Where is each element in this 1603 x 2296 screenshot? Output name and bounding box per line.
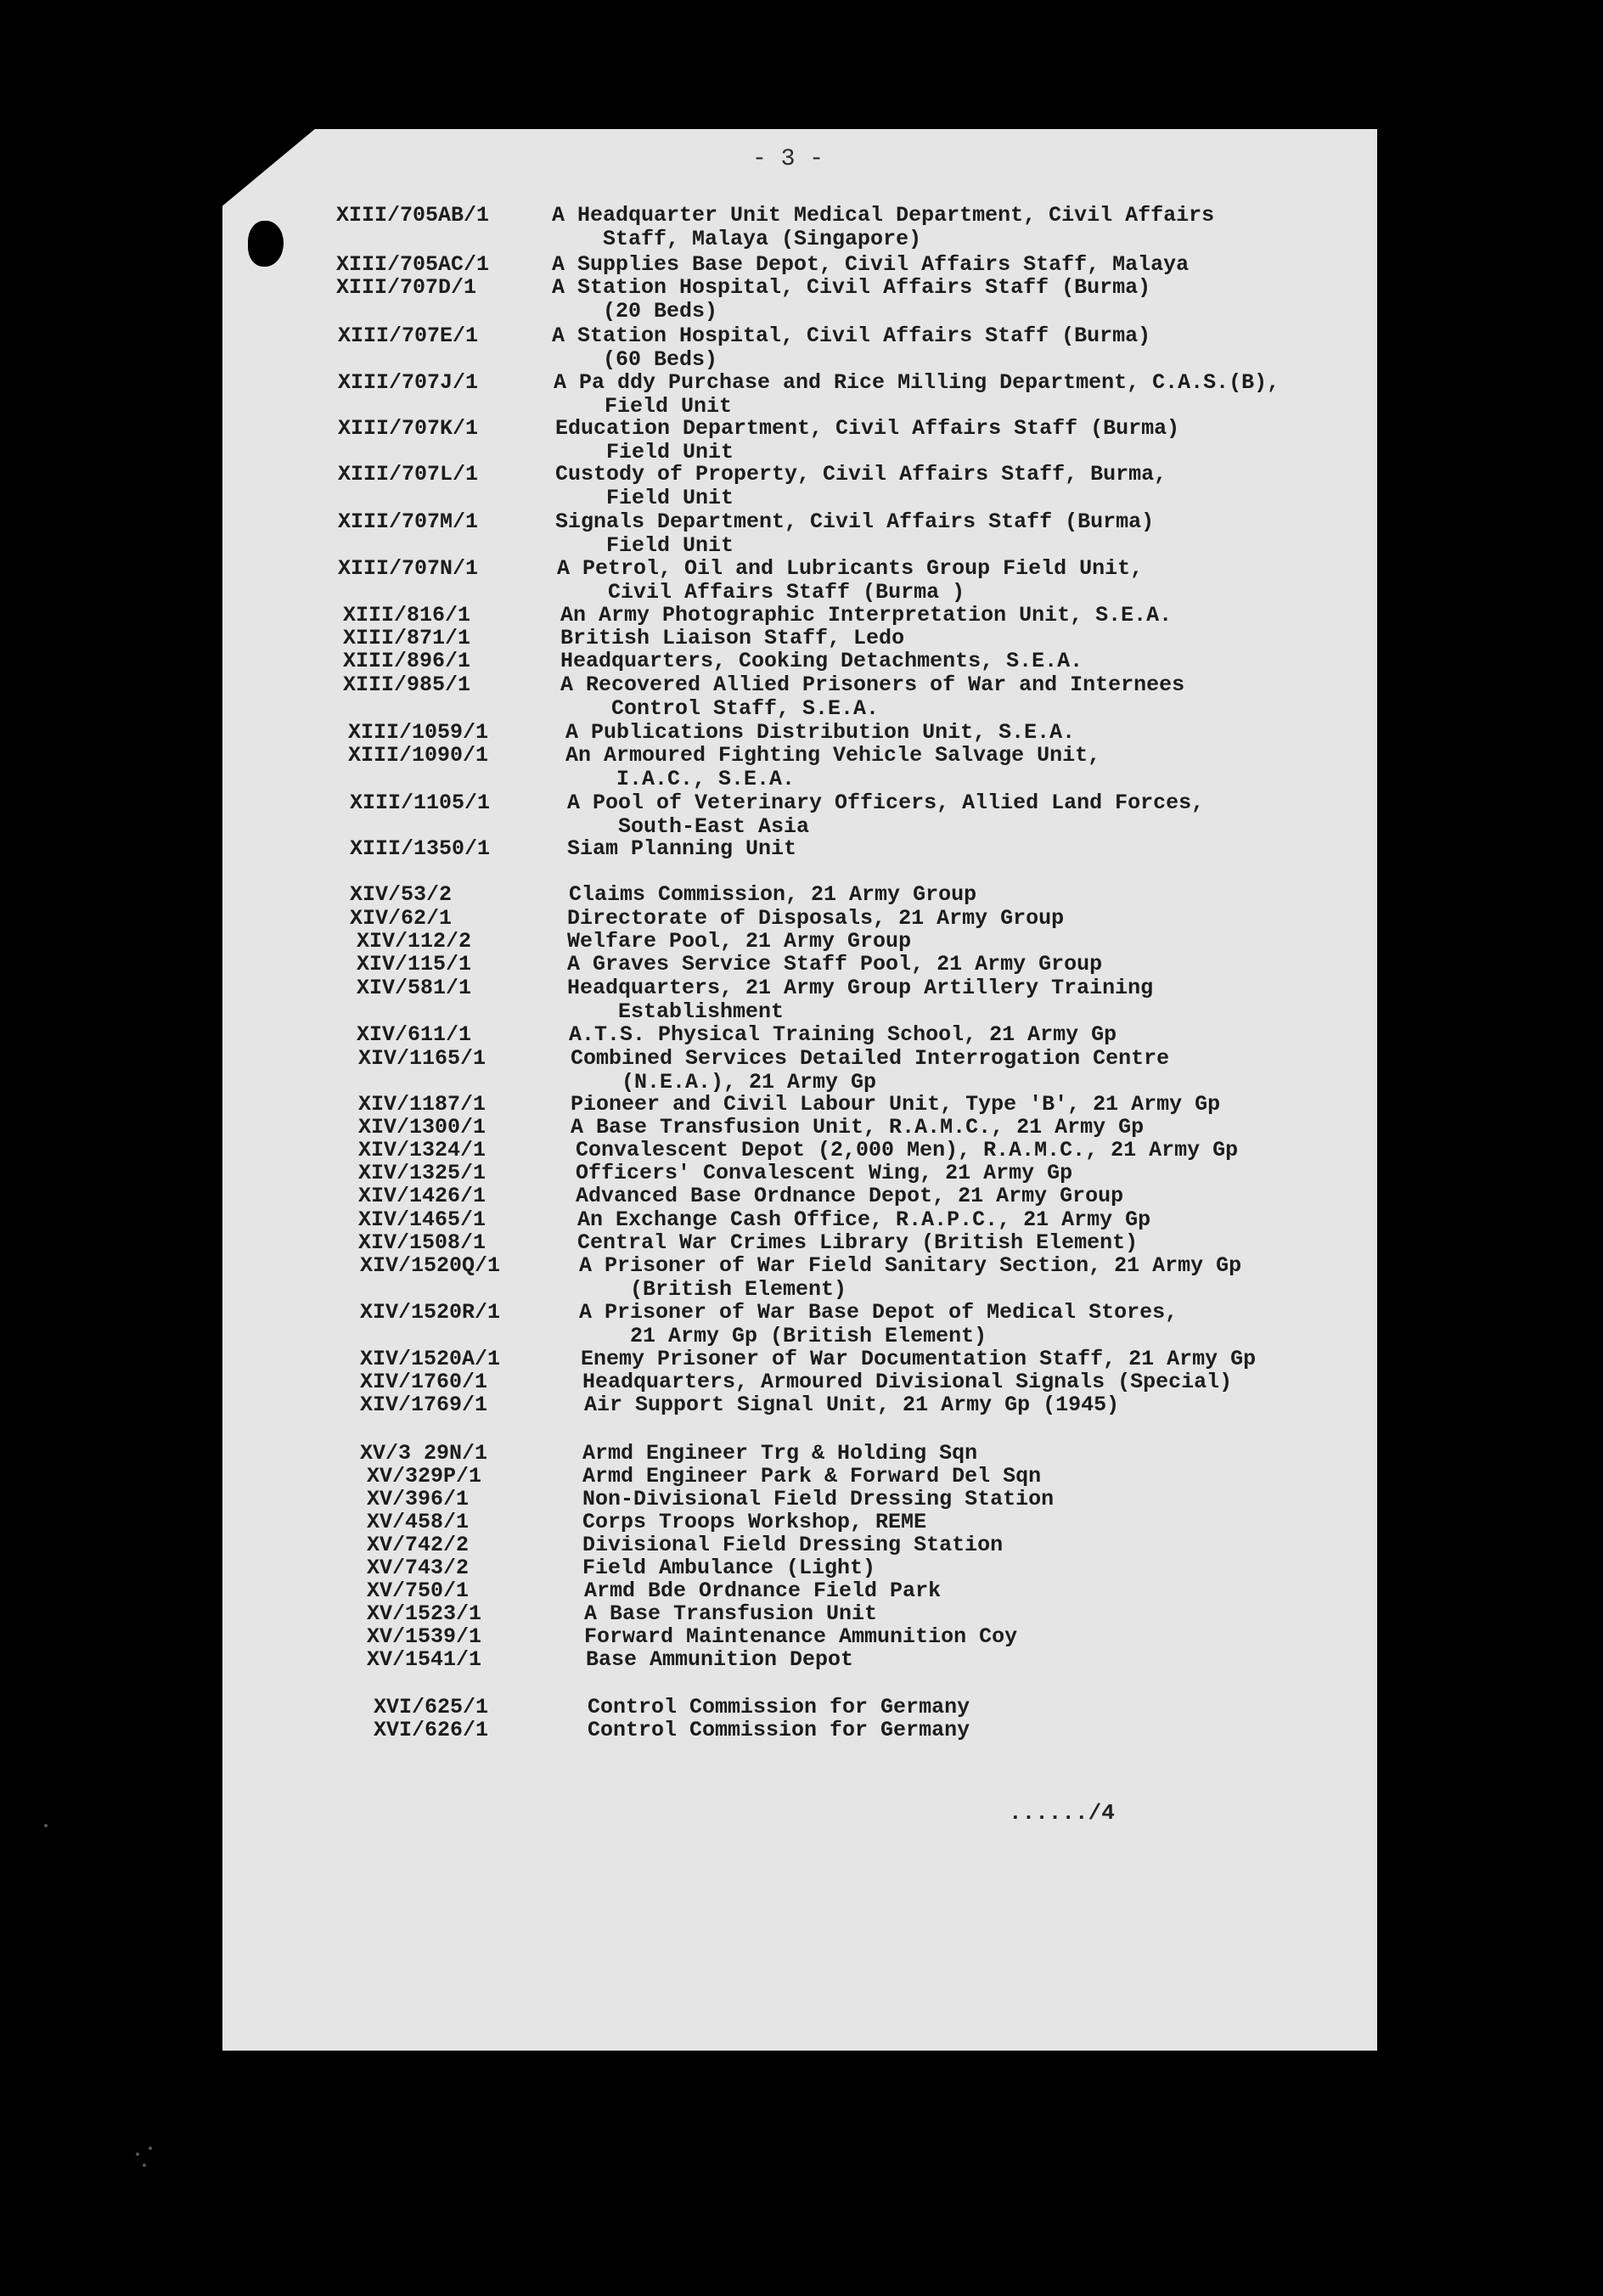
unit-reference: XIV/1300/1 [358,1115,487,1140]
unit-reference: XIII/707J/1 [338,370,479,395]
unit-reference: XV/329P/1 [367,1464,482,1488]
unit-reference: XIV/1325/1 [358,1161,487,1185]
unit-description: A Base Transfusion Unit [584,1601,878,1626]
unit-description: An Exchange Cash Office, R.A.P.C., 21 Army Gp [577,1207,1151,1232]
unit-reference: XV/743/2 [367,1556,470,1580]
unit-description: Enemy Prisoner of War Documentation Staff, 21 Army Gp [581,1347,1257,1371]
unit-reference: XIII/707N/1 [338,556,479,581]
unit-reference: XIII/871/1 [343,626,471,650]
unit-description: A Prisoner of War Base Depot of Medical Stores, 21 Army Gp (British Element) [579,1300,1178,1348]
unit-reference: XIV/611/1 [357,1022,472,1047]
unit-reference: XIII/707D/1 [336,275,477,300]
unit-reference: XIV/1769/1 [360,1393,488,1417]
unit-description: A Headquarter Unit Medical Department, Civil Affairs Staff, Malaya (Singapore) [552,203,1215,251]
unit-reference: XIV/1426/1 [358,1184,487,1208]
unit-reference: XIII/705AC/1 [336,252,490,277]
unit-description: A Publications Distribution Unit, S.E.A. [565,720,1076,745]
unit-description: Claims Commission, 21 Army Group [569,882,977,907]
unit-reference: XIV/1324/1 [358,1138,487,1162]
unit-reference: XIII/707E/1 [338,324,479,348]
unit-description: Convalescent Depot (2,000 Men), R.A.M.C., 21 Army Gp [576,1138,1239,1162]
unit-reference: XIII/707M/1 [338,509,479,534]
unit-reference: XIV/62/1 [350,906,453,931]
unit-description: Control Commission for Germany [588,1695,970,1719]
unit-reference: XIII/707L/1 [338,462,479,487]
unit-description: Forward Maintenance Ammunition Coy [584,1624,1018,1649]
unit-description: Siam Planning Unit [567,836,797,861]
unit-description: Non-Divisional Field Dressing Station [582,1487,1055,1511]
unit-description: A Recovered Allied Prisoners of War and Internees Control Staff, S.E.A. [560,672,1185,721]
unit-description: A Prisoner of War Field Sanitary Section, 21 Army Gp (British Element) [579,1253,1242,1302]
unit-description: An Armoured Fighting Vehicle Salvage Unit, I.A.C., S.E.A. [565,743,1101,791]
unit-reference: XIV/1520A/1 [360,1347,501,1371]
unit-description: Field Ambulance (Light) [582,1556,876,1580]
unit-reference: XV/3 29N/1 [360,1441,488,1466]
unit-reference: XIII/707K/1 [338,416,479,441]
unit-reference: XV/750/1 [367,1578,470,1603]
unit-description: Officers' Convalescent Wing, 21 Army Gp [576,1161,1073,1185]
unit-reference: XVI/626/1 [374,1718,489,1742]
unit-description: A Station Hospital, Civil Affairs Staff (Burma) (20 Beds) [552,275,1151,324]
unit-reference: XIV/112/2 [357,929,472,954]
unit-description: Headquarters, Cooking Detachments, S.E.A. [560,649,1083,673]
unit-reference: XVI/625/1 [374,1695,489,1719]
unit-reference: XIII/1090/1 [348,743,489,768]
scan-speck [136,2152,139,2156]
unit-description: Headquarters, Armoured Divisional Signals (Special) [582,1370,1233,1394]
unit-reference: XIV/1508/1 [358,1230,487,1255]
unit-description: A Supplies Base Depot, Civil Affairs Staff, Malaya [552,252,1190,277]
unit-description: Signals Department, Civil Affairs Staff (Burma) Field Unit [555,509,1155,558]
unit-description: British Liaison Staff, Ledo [560,626,905,650]
unit-reference: XIII/1105/1 [350,791,491,815]
unit-reference: XV/1539/1 [367,1624,482,1649]
unit-reference: XIII/1059/1 [348,720,489,745]
unit-description: Armd Engineer Park & Forward Del Sqn [582,1464,1042,1488]
continuation-marker: ....../4 [1009,1800,1115,1826]
scan-speck [44,1824,48,1827]
unit-description: Base Ammunition Depot [586,1647,854,1672]
unit-description: Central War Crimes Library (British Element) [577,1230,1139,1255]
unit-description: Corps Troops Workshop, REME [582,1510,927,1534]
unit-reference: XV/742/2 [367,1533,470,1557]
unit-reference: XV/1523/1 [367,1601,482,1626]
unit-reference: XIV/581/1 [357,976,472,1000]
unit-reference: XV/1541/1 [367,1647,482,1672]
unit-description: Custody of Property, Civil Affairs Staff, Burma, Field Unit [555,462,1167,510]
unit-description: Education Department, Civil Affairs Staff (Burma) Field Unit [555,416,1180,464]
unit-description: Combined Services Detailed Interrogation Centre (N.E.A.), 21 Army Gp [571,1046,1170,1095]
unit-reference: XIV/1520Q/1 [360,1253,501,1278]
unit-description: Armd Bde Ordnance Field Park [584,1578,942,1603]
unit-description: Divisional Field Dressing Station [582,1533,1004,1557]
page-number: - 3 - [751,146,824,172]
unit-description: A Station Hospital, Civil Affairs Staff (Burma) (60 Beds) [552,324,1151,372]
unit-reference: XIII/896/1 [343,649,471,673]
unit-reference: XIV/1187/1 [358,1092,487,1117]
unit-reference: XV/396/1 [367,1487,470,1511]
unit-description: A Petrol, Oil and Lubricants Group Field Unit, Civil Affairs Staff (Burma ) [557,556,1144,605]
unit-reference: XIII/985/1 [343,672,471,697]
unit-description: A Pool of Veterinary Officers, Allied Land Forces, South-East Asia [567,791,1205,839]
unit-reference: XIII/705AB/1 [336,203,490,228]
unit-description: Welfare Pool, 21 Army Group [567,929,912,954]
unit-description: Directorate of Disposals, 21 Army Group [567,906,1065,931]
unit-reference: XIV/53/2 [350,882,453,907]
unit-description: Pioneer and Civil Labour Unit, Type 'B', 21 Army Gp [571,1092,1221,1117]
unit-description: A Graves Service Staff Pool, 21 Army Group [567,952,1103,976]
unit-description: A Pa ddy Purchase and Rice Milling Department, C.A.S.(B), Field Unit [554,370,1280,419]
unit-reference: XIV/1520R/1 [360,1300,501,1325]
unit-reference: XIV/1465/1 [358,1207,487,1232]
unit-description: A.T.S. Physical Training School, 21 Army Gp [569,1022,1117,1047]
unit-reference: XIII/816/1 [343,603,471,627]
unit-reference: XV/458/1 [367,1510,470,1534]
unit-description: Air Support Signal Unit, 21 Army Gp (1945) [584,1393,1120,1417]
unit-reference: XIV/1760/1 [360,1370,488,1394]
unit-description: A Base Transfusion Unit, R.A.M.C., 21 Army Gp [571,1115,1145,1140]
unit-description: Control Commission for Germany [588,1718,970,1742]
scan-speck [149,2147,152,2150]
unit-reference: XIII/1350/1 [350,836,491,861]
unit-description: Advanced Base Ordnance Depot, 21 Army Group [576,1184,1124,1208]
unit-reference: XIV/115/1 [357,952,472,976]
unit-description: An Army Photographic Interpretation Unit, S.E.A. [560,603,1173,627]
unit-description: Armd Engineer Trg & Holding Sqn [582,1441,978,1466]
scan-speck [143,2164,146,2167]
unit-reference: XIV/1165/1 [358,1046,487,1071]
unit-description: Headquarters, 21 Army Group Artillery Training Establishment [567,976,1154,1024]
